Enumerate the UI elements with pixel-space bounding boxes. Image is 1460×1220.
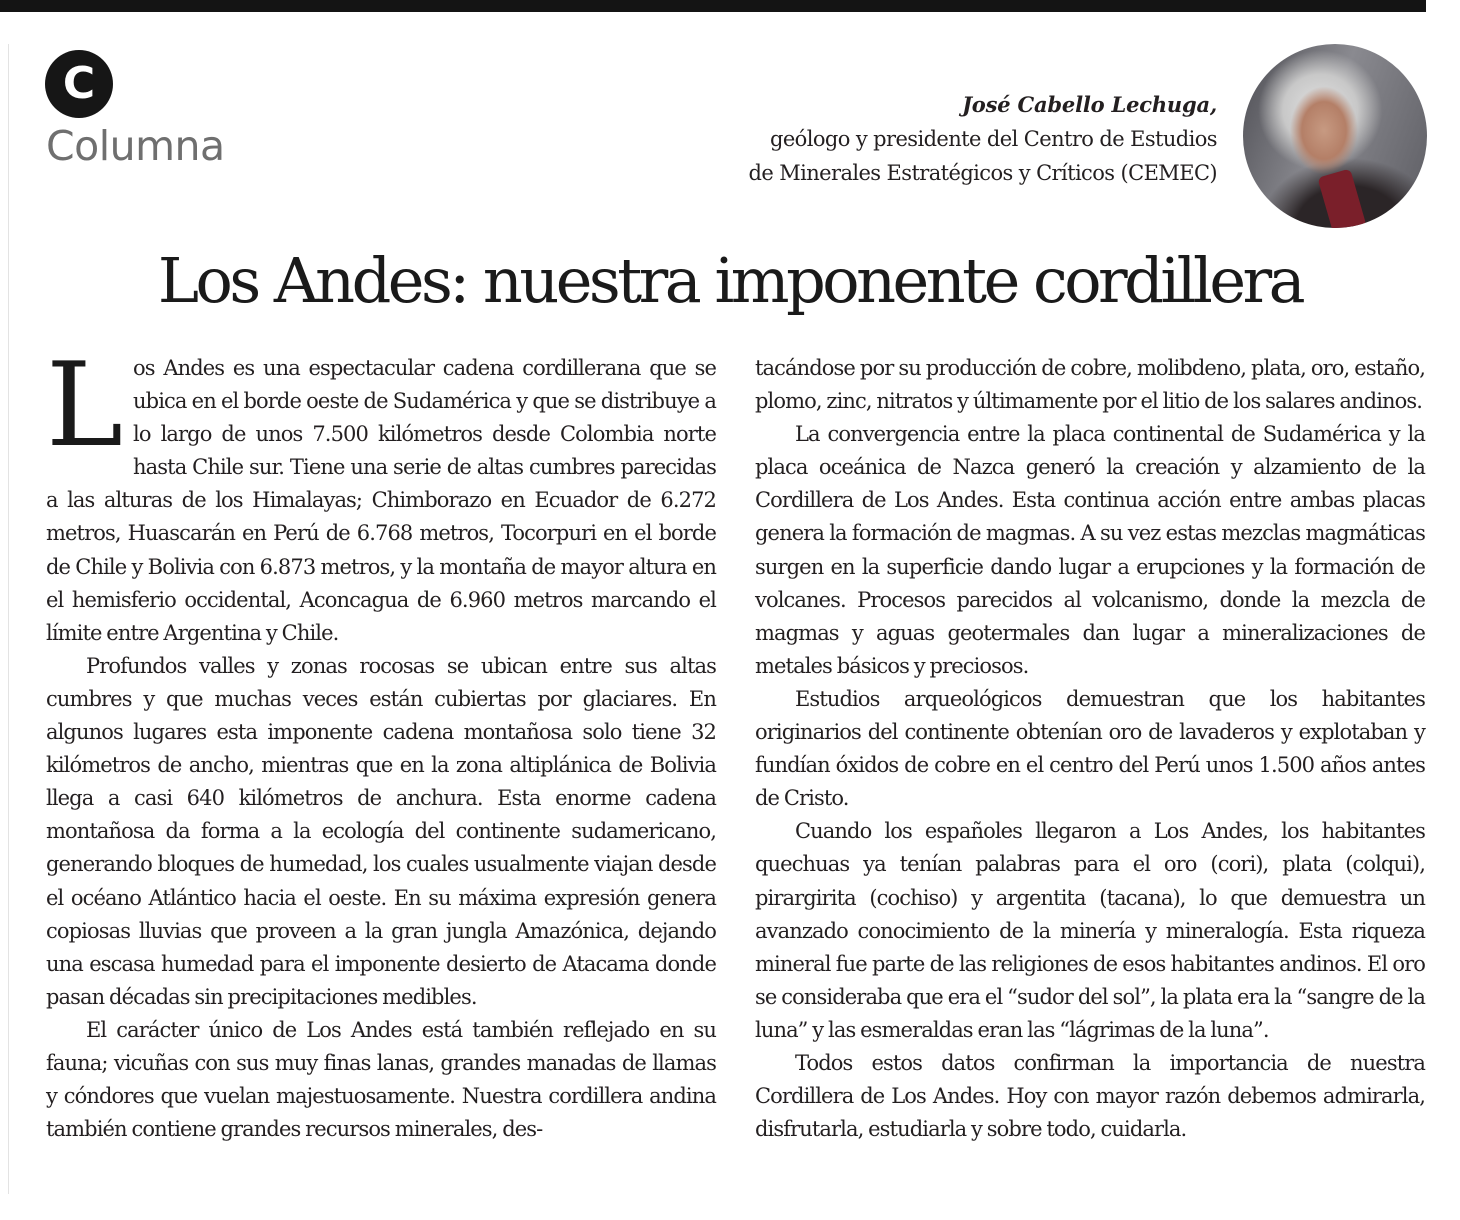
article-column-left — [46, 338, 716, 1146]
author-name: José Cabello Lechuga, — [962, 92, 1217, 117]
page-edge-rule — [8, 44, 9, 1194]
article-column-right — [755, 352, 1425, 1146]
author-photo-scarf — [1317, 168, 1366, 228]
paragraph-7: Todos estos datos confirman la importancia de nuestra Cordillera de Los Andes. Hoy con mayor razón debemos admirarla, disfrutarla, estudiarla y sobre todo, cuidarla. — [755, 1050, 1425, 1142]
author-photo — [1243, 44, 1427, 228]
paragraph-2: Profundos valles y zonas rocosas se ubican entre sus altas cumbres y que muchas veces están cubiertas por glaciares. En algunos lugares esta imponente cadena montañosa solo tiene 32 kilómetros de ancho, mientras que en la zona altiplánica de Bolivia llega a casi 640 kilómetros de anchura. Esta enorme cadena montañosa da forma a la ecología del continente sudamericano, generando bloques de humedad, los cuales usualmente viajan desde el océano Atlántico hacia el oeste. En su máxima expresión genera copiosas lluvias que proveen a la gran jungla Amazónica, dejando una escasa humedad para el imponente desierto de Atacama donde pasan décadas sin precipitaciones medibles. — [46, 653, 716, 1009]
paragraph-3-continued: tacándose por su producción de cobre, molibdeno, plata, oro, estaño, plomo, zinc, nitratos y últimamente por el litio de los salares andinos. — [755, 356, 1425, 414]
author-role-line-2: de Minerales Estratégicos y Críticos (CEMEC) — [748, 161, 1217, 185]
top-rule — [0, 0, 1426, 12]
paragraph-1-text: os Andes es una espectacular cadena cordillerana que se ubica en el borde oeste de Sudamérica y que se distribuye a lo largo de unos 7.500 kilómetros desde Colombia norte hasta Chile sur. Tiene una serie de altas cumbres parecidas a las alturas de los Himalayas; Chimborazo en Ecuador de 6.272 metros, Huascarán en Perú de 6.768 metros, Tocorpuri en el borde de Chile y Bolivia con 6.873 metros, y la montaña de mayor altura en el hemisferio occidental, Aconcagua de 6.960 metros marcando el límite entre Argentina y Chile. — [46, 356, 716, 645]
author-role-line-1: geólogo y presidente del Centro de Estudios — [770, 127, 1217, 151]
article-title: Los Andes: nuestra imponente cordillera — [157, 244, 1303, 317]
section-label: Columna — [46, 122, 225, 170]
paragraph-5: Estudios arqueológicos demuestran que los habitantes originarios del continente obtenían oro de lavaderos y explotaban y fundían óxidos de cobre en el centro del Perú unos 1.500 años antes de Cristo. — [755, 686, 1425, 811]
paragraph-4: La convergencia entre la placa continental de Sudamérica y la placa oceánica de Nazca generó la creación y alzamiento de la Cordillera de Los Andes. Esta continua acción entre ambas placas genera la formación de magmas. A su vez estas mezclas magmáticas surgen en la superficie dando lugar a erupciones y la formación de volcanes. Procesos parecidos al volcanismo, donde la mezcla de magmas y aguas geotermales dan lugar a mineralizaciones de metales básicos y preciosos. — [755, 422, 1425, 678]
byline — [748, 88, 1217, 190]
drop-cap: L — [46, 338, 124, 473]
section-badge: C — [45, 50, 113, 118]
paragraph-3: El carácter único de Los Andes está también reflejado en su fauna; vicuñas con sus muy finas lanas, grandes manadas de llamas y cóndores que vuelan majestuosamente. Nuestra cordillera andina también contiene grandes recursos minerales, des- — [46, 1017, 716, 1142]
paragraph-6: Cuando los españoles llegaron a Los Andes, los habitantes quechuas ya tenían palabras para el oro (cori), plata (colqui), pirargirita (cochiso) y argentita (tacana), lo que demuestra un avanzado conocimiento de la minería y mineralogía. Esta riqueza mineral fue parte de las religiones de esos habitantes andinos. El oro se consideraba que era el “sudor del sol”, la plata era la “sangre de la luna” y las esmeraldas eran las “lágrimas de la luna”. — [755, 819, 1425, 1042]
paragraph-1 — [46, 338, 716, 650]
